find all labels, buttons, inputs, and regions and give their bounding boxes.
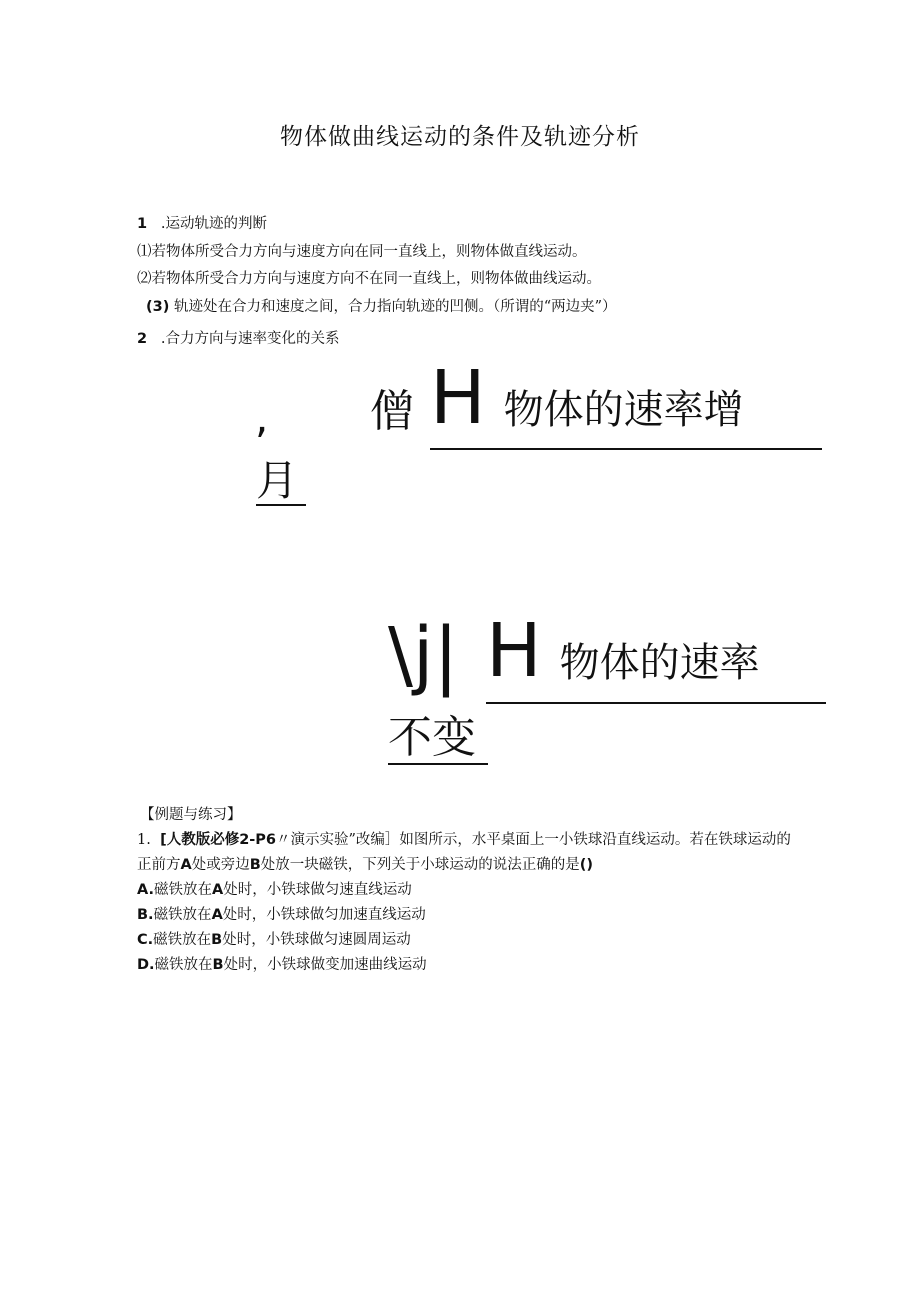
question-text: 处放一块磁铁，下列关于小球运动的说法正确的是 bbox=[260, 857, 580, 873]
section-heading-text: .运动轨迹的判断 bbox=[160, 216, 268, 232]
garbled-bubian: 不变 bbox=[388, 713, 488, 765]
option-text: 磁铁放在 bbox=[154, 882, 212, 898]
option-label: C. bbox=[137, 932, 154, 948]
section-number: 1 bbox=[137, 216, 148, 232]
garbled-phrase2: 物体的速率 bbox=[559, 640, 760, 686]
question-text: 处或旁边 bbox=[191, 857, 250, 873]
section-heading-text: .合力方向与速率变化的关系 bbox=[160, 331, 340, 347]
option-text: 磁铁放在 bbox=[154, 957, 213, 973]
position-label: A bbox=[180, 857, 192, 873]
garbled-zeng: 僧 bbox=[370, 386, 414, 437]
option-text: 处时，小铁球做匀速圆周运动 bbox=[222, 932, 411, 948]
option-text: 磁铁放在 bbox=[153, 907, 212, 923]
position-label: B bbox=[249, 857, 261, 873]
garbled-h-line1 bbox=[430, 355, 822, 450]
question-text: 〃演示实验”改编］如图所示，水平桌面上一小铁球沿直线运动。若在铁球运动的 bbox=[276, 832, 791, 848]
option-text: 磁铁放在 bbox=[153, 932, 212, 948]
option-d bbox=[137, 953, 427, 974]
option-label: A. bbox=[137, 882, 154, 898]
section-number: 2 bbox=[137, 331, 148, 347]
garbled-yue: 月 bbox=[256, 458, 306, 506]
position-label: B bbox=[212, 957, 224, 973]
question-source: [人教版必修2-P6 bbox=[160, 832, 277, 848]
garbled-phrase1: 物体的速率增 bbox=[503, 387, 744, 433]
garbled-slash-j: \j| bbox=[388, 612, 459, 698]
question-1-line1 bbox=[137, 828, 791, 849]
option-label: B. bbox=[137, 907, 154, 923]
option-text: 处时，小铁球做变加速曲线运动 bbox=[223, 957, 427, 973]
answer-blank: () bbox=[579, 857, 594, 873]
section2-heading bbox=[137, 327, 340, 348]
option-label: D. bbox=[137, 957, 155, 973]
item-text: 轨迹处在合力和速度之间，合力指向轨迹的凹侧。（所谓的“两边夹”） bbox=[173, 299, 617, 315]
option-c bbox=[137, 928, 411, 949]
section1-heading bbox=[137, 212, 267, 233]
option-b bbox=[137, 903, 426, 924]
position-label: A bbox=[212, 882, 224, 898]
position-label: B bbox=[211, 932, 223, 948]
position-label: A bbox=[211, 907, 223, 923]
rule-item-3 bbox=[146, 295, 617, 316]
garbled-h-line2 bbox=[486, 608, 826, 704]
exercise-header: 【例题与练习】 bbox=[140, 807, 242, 823]
question-1-line2 bbox=[137, 853, 593, 874]
page-title: 物体做曲线运动的条件及轨迹分析 bbox=[280, 124, 640, 150]
option-text: 处时，小铁球做匀加速直线运动 bbox=[222, 907, 426, 923]
question-number: 1. bbox=[137, 832, 151, 848]
option-text: 处时，小铁球做匀速直线运动 bbox=[223, 882, 412, 898]
garbled-h1: H bbox=[430, 355, 486, 441]
garbled-h2: H bbox=[486, 608, 542, 694]
option-a bbox=[137, 878, 412, 899]
garbled-comma: , bbox=[255, 393, 269, 442]
rule-item-1: ⑴若物体所受合力方向与速度方向在同一直线上，则物体做直线运动。 bbox=[137, 244, 587, 260]
question-text: 正前方 bbox=[137, 857, 181, 873]
rule-item-2: ⑵若物体所受合力方向与速度方向不在同一直线上，则物体做曲线运动。 bbox=[137, 271, 601, 287]
item-number: (3) bbox=[146, 299, 170, 315]
